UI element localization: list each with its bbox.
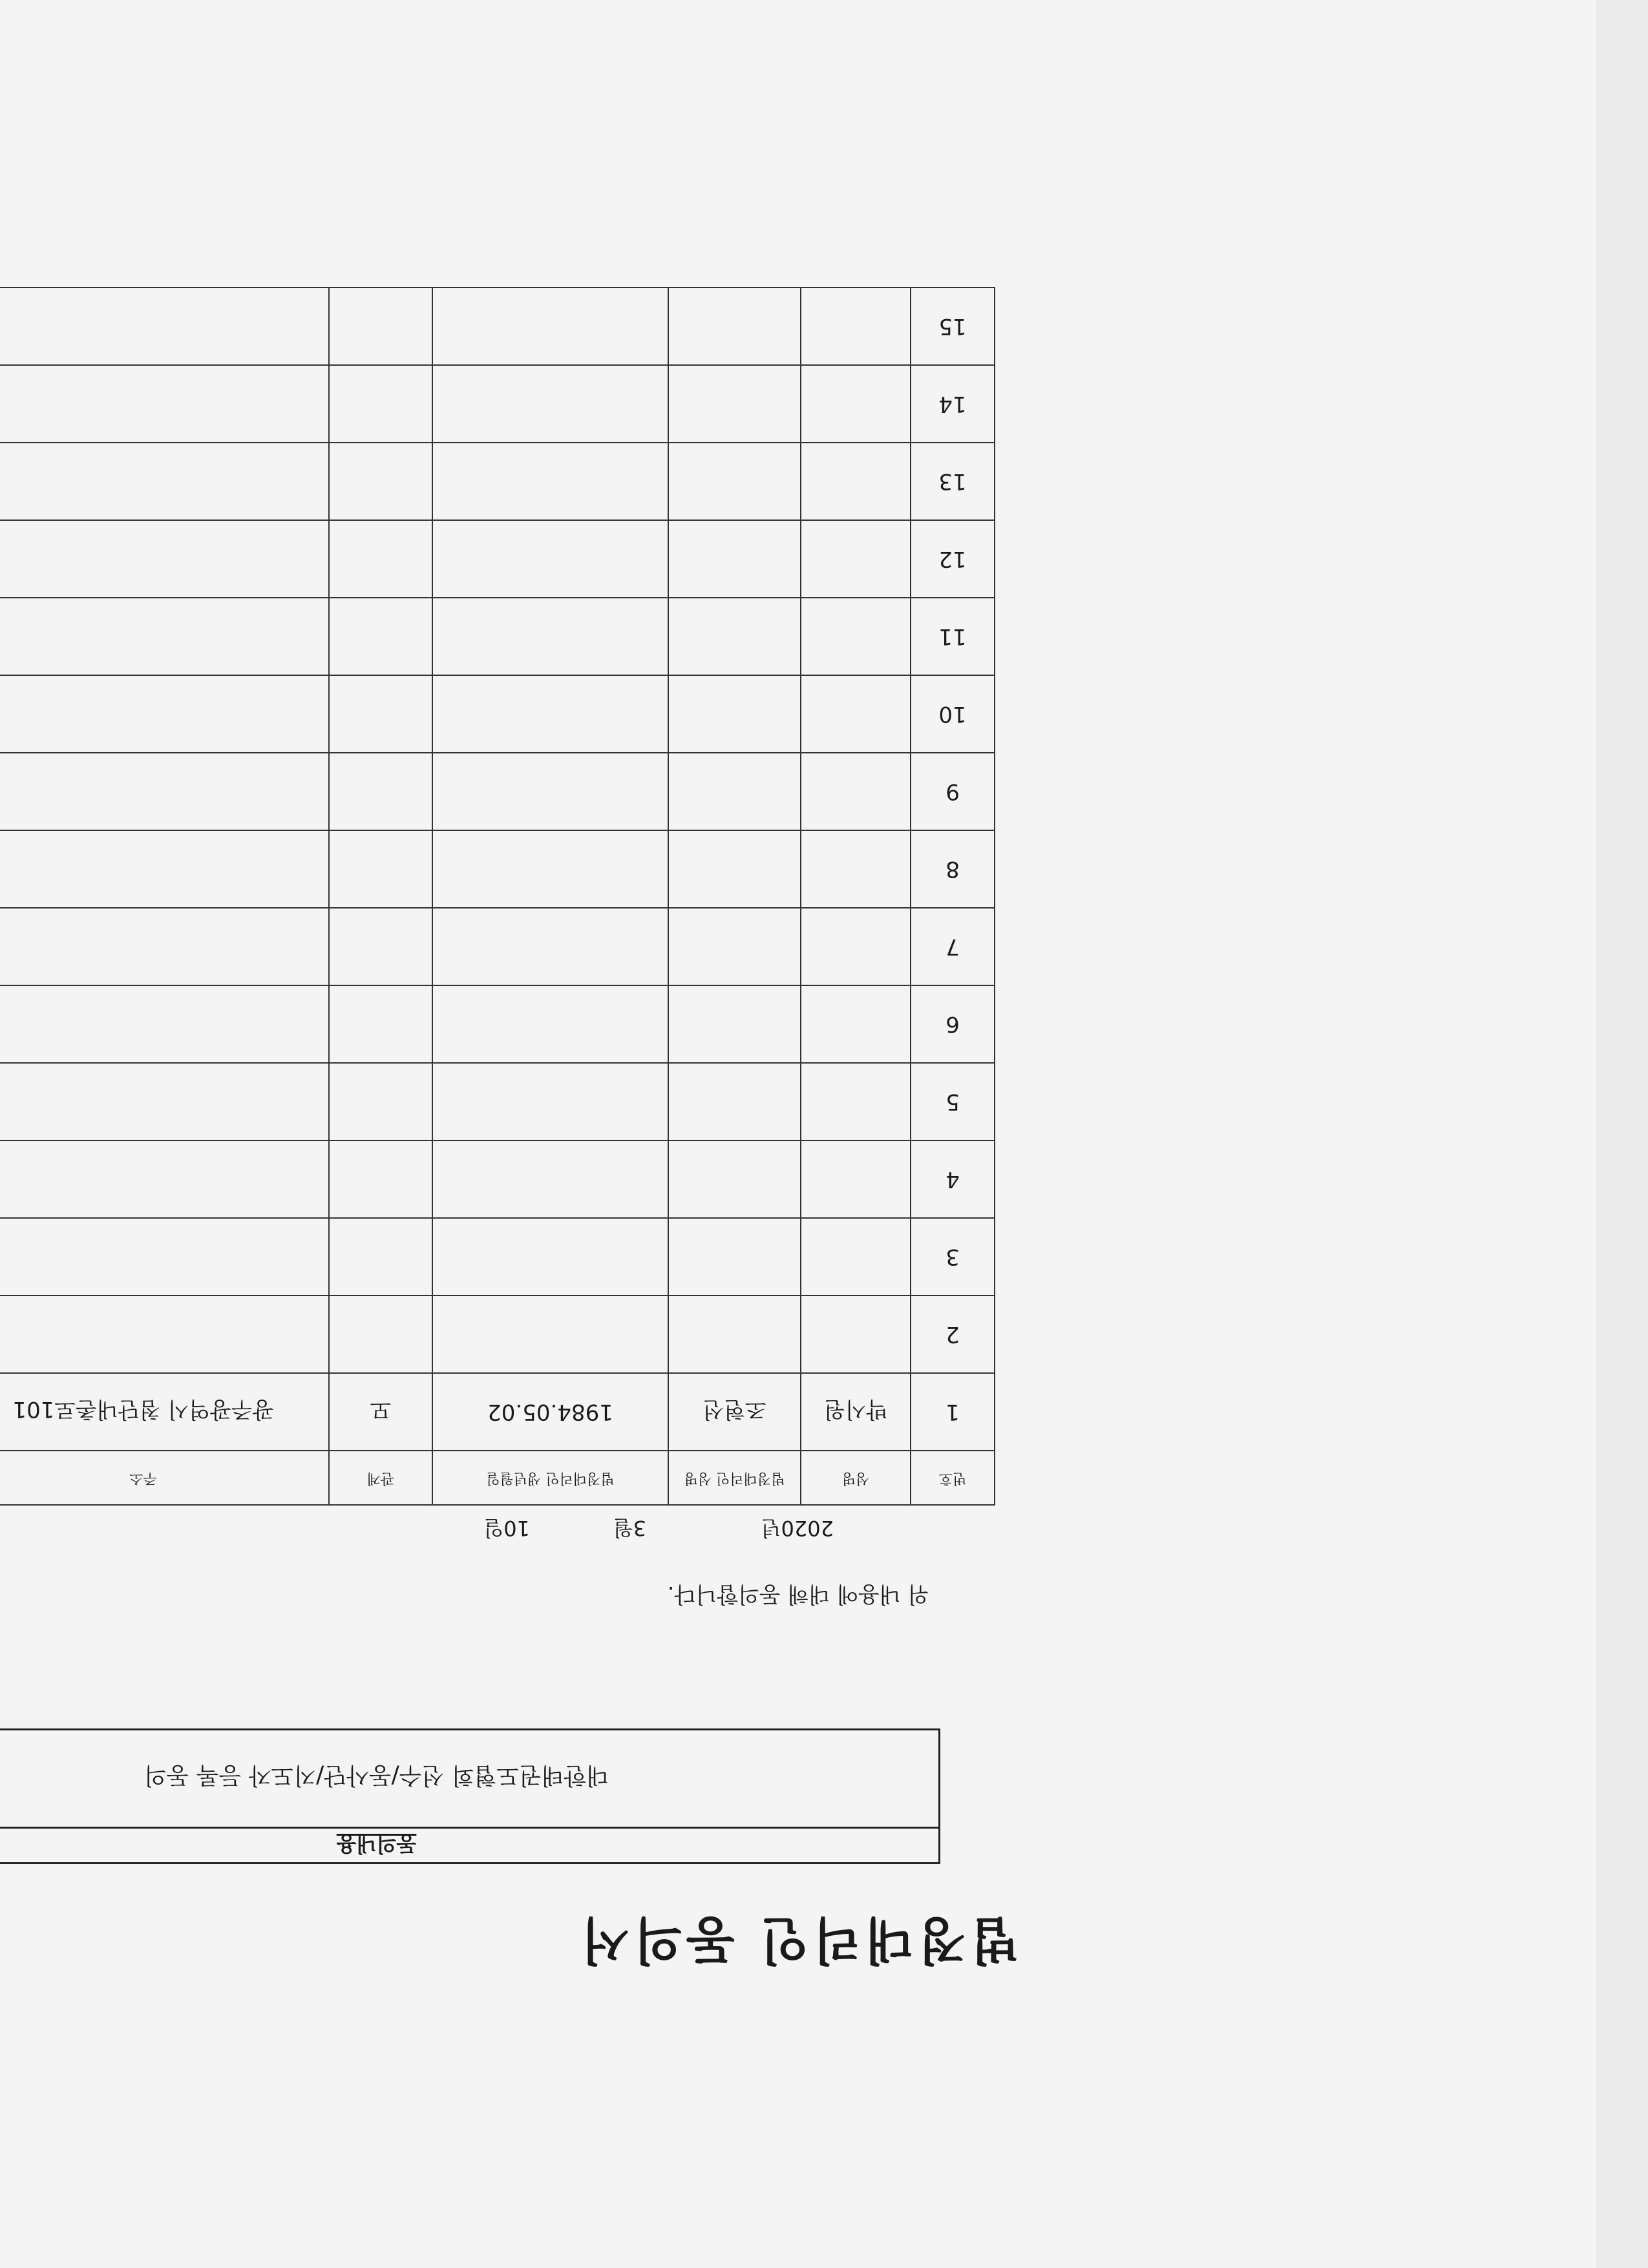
row-no: 12 [911, 520, 995, 598]
row-relation [329, 1296, 432, 1373]
row-name [801, 1063, 911, 1140]
table-row [0, 1218, 995, 1296]
row-no: 4 [911, 1140, 995, 1218]
row-address [0, 675, 329, 753]
row-name [801, 1218, 911, 1296]
row-address [0, 985, 329, 1063]
row-no: 8 [911, 830, 995, 908]
row-guardian-birth [432, 598, 668, 675]
table-row [0, 985, 995, 1063]
row-guardian-name [668, 288, 801, 365]
row-no: 13 [911, 443, 995, 520]
row-name [801, 443, 911, 520]
row-no: 7 [911, 908, 995, 985]
table-row [0, 1373, 995, 1451]
row-name [801, 288, 911, 365]
row-relation [329, 288, 432, 365]
header-guardian-name: 법정대리인 성명 [668, 1451, 801, 1505]
table-row [0, 753, 995, 830]
header-name: 성명 [801, 1451, 911, 1505]
date-line [483, 1515, 834, 1544]
row-guardian-birth [432, 520, 668, 598]
row-address [0, 288, 329, 365]
table-row [0, 1296, 995, 1373]
row-guardian-name [668, 365, 801, 443]
row-relation [329, 985, 432, 1063]
row-guardian-name [668, 443, 801, 520]
row-address [0, 598, 329, 675]
table-row [0, 598, 995, 675]
row-address [0, 830, 329, 908]
row-no: 15 [911, 288, 995, 365]
row-name [801, 675, 911, 753]
row-relation [329, 830, 432, 908]
table-row [0, 443, 995, 520]
row-relation [329, 365, 432, 443]
row-address [0, 1218, 329, 1296]
consent-section-heading: 동의내용 [0, 1827, 938, 1862]
row-address [0, 908, 329, 985]
row-guardian-birth [432, 443, 668, 520]
row-no: 5 [911, 1063, 995, 1140]
row-address [0, 520, 329, 598]
row-guardian-name [668, 1218, 801, 1296]
row-guardian-name [668, 753, 801, 830]
row-name [801, 753, 911, 830]
row-guardian-birth [432, 1140, 668, 1218]
row-guardian-name [668, 1063, 801, 1140]
row-guardian-name [668, 1140, 801, 1218]
row-relation [329, 443, 432, 520]
row-no: 9 [911, 753, 995, 830]
row-guardian-name [668, 598, 801, 675]
row-address [0, 365, 329, 443]
row-address [0, 1296, 329, 1373]
guardian-consent-table [0, 287, 995, 1506]
row-relation [329, 598, 432, 675]
row-guardian-birth [432, 288, 668, 365]
row-address [0, 1063, 329, 1140]
row-guardian-name: 조현선 [668, 1373, 801, 1451]
table-row [0, 520, 995, 598]
row-guardian-name [668, 908, 801, 985]
row-no: 11 [911, 598, 995, 675]
row-name [801, 1140, 911, 1218]
row-name [801, 520, 911, 598]
row-guardian-name [668, 985, 801, 1063]
date-month: 3월 [613, 1516, 646, 1540]
document-title: 법정대리인 동의서 [577, 1911, 1019, 1969]
row-no: 10 [911, 675, 995, 753]
row-relation [329, 675, 432, 753]
table-row [0, 365, 995, 443]
table-row [0, 1140, 995, 1218]
row-relation [329, 908, 432, 985]
table-row [0, 288, 995, 365]
row-guardian-birth [432, 1218, 668, 1296]
row-guardian-birth [432, 675, 668, 753]
row-relation [329, 1063, 432, 1140]
row-guardian-birth [432, 753, 668, 830]
row-name [801, 598, 911, 675]
row-no: 1 [911, 1373, 995, 1451]
row-guardian-birth: 1984.05.02 [432, 1373, 668, 1451]
row-guardian-name [668, 1296, 801, 1373]
row-name: 박시원 [801, 1373, 911, 1451]
agreement-statement: 위 내용에 대해 동의합니다. [667, 1581, 929, 1607]
row-address [0, 443, 329, 520]
header-relation: 관계 [329, 1451, 432, 1505]
header-no: 번호 [911, 1451, 995, 1505]
row-relation [329, 1140, 432, 1218]
row-guardian-birth [432, 908, 668, 985]
row-no: 3 [911, 1218, 995, 1296]
consent-content-box [0, 1728, 940, 1864]
row-name [801, 985, 911, 1063]
row-name [801, 830, 911, 908]
row-address [0, 753, 329, 830]
header-address: 주소 [0, 1451, 329, 1505]
date-day: 10일 [483, 1516, 530, 1540]
row-guardian-name [668, 520, 801, 598]
date-year: 2020년 [761, 1516, 834, 1540]
row-guardian-name [668, 830, 801, 908]
table-row [0, 830, 995, 908]
table-row [0, 1063, 995, 1140]
row-no: 6 [911, 985, 995, 1063]
row-guardian-birth [432, 1296, 668, 1373]
row-no: 14 [911, 365, 995, 443]
row-name [801, 1296, 911, 1373]
row-guardian-birth [432, 985, 668, 1063]
table-row [0, 675, 995, 753]
row-relation [329, 520, 432, 598]
row-guardian-birth [432, 365, 668, 443]
row-address [0, 1140, 329, 1218]
table-row [0, 908, 995, 985]
row-guardian-name [668, 675, 801, 753]
row-guardian-birth [432, 1063, 668, 1140]
row-no: 2 [911, 1296, 995, 1373]
header-guardian-birth: 법정대리인 생년월일 [432, 1451, 668, 1505]
row-name [801, 365, 911, 443]
table-header-row [0, 1451, 995, 1505]
consent-text: 대한태권도협회 선수/동사단/지도자 등록 동의 [143, 1762, 609, 1789]
row-relation: 모 [329, 1373, 432, 1451]
row-relation [329, 753, 432, 830]
row-guardian-birth [432, 830, 668, 908]
row-relation [329, 1218, 432, 1296]
row-address: 광주광역시 첨단내촌로101 [0, 1373, 329, 1451]
row-name [801, 908, 911, 985]
